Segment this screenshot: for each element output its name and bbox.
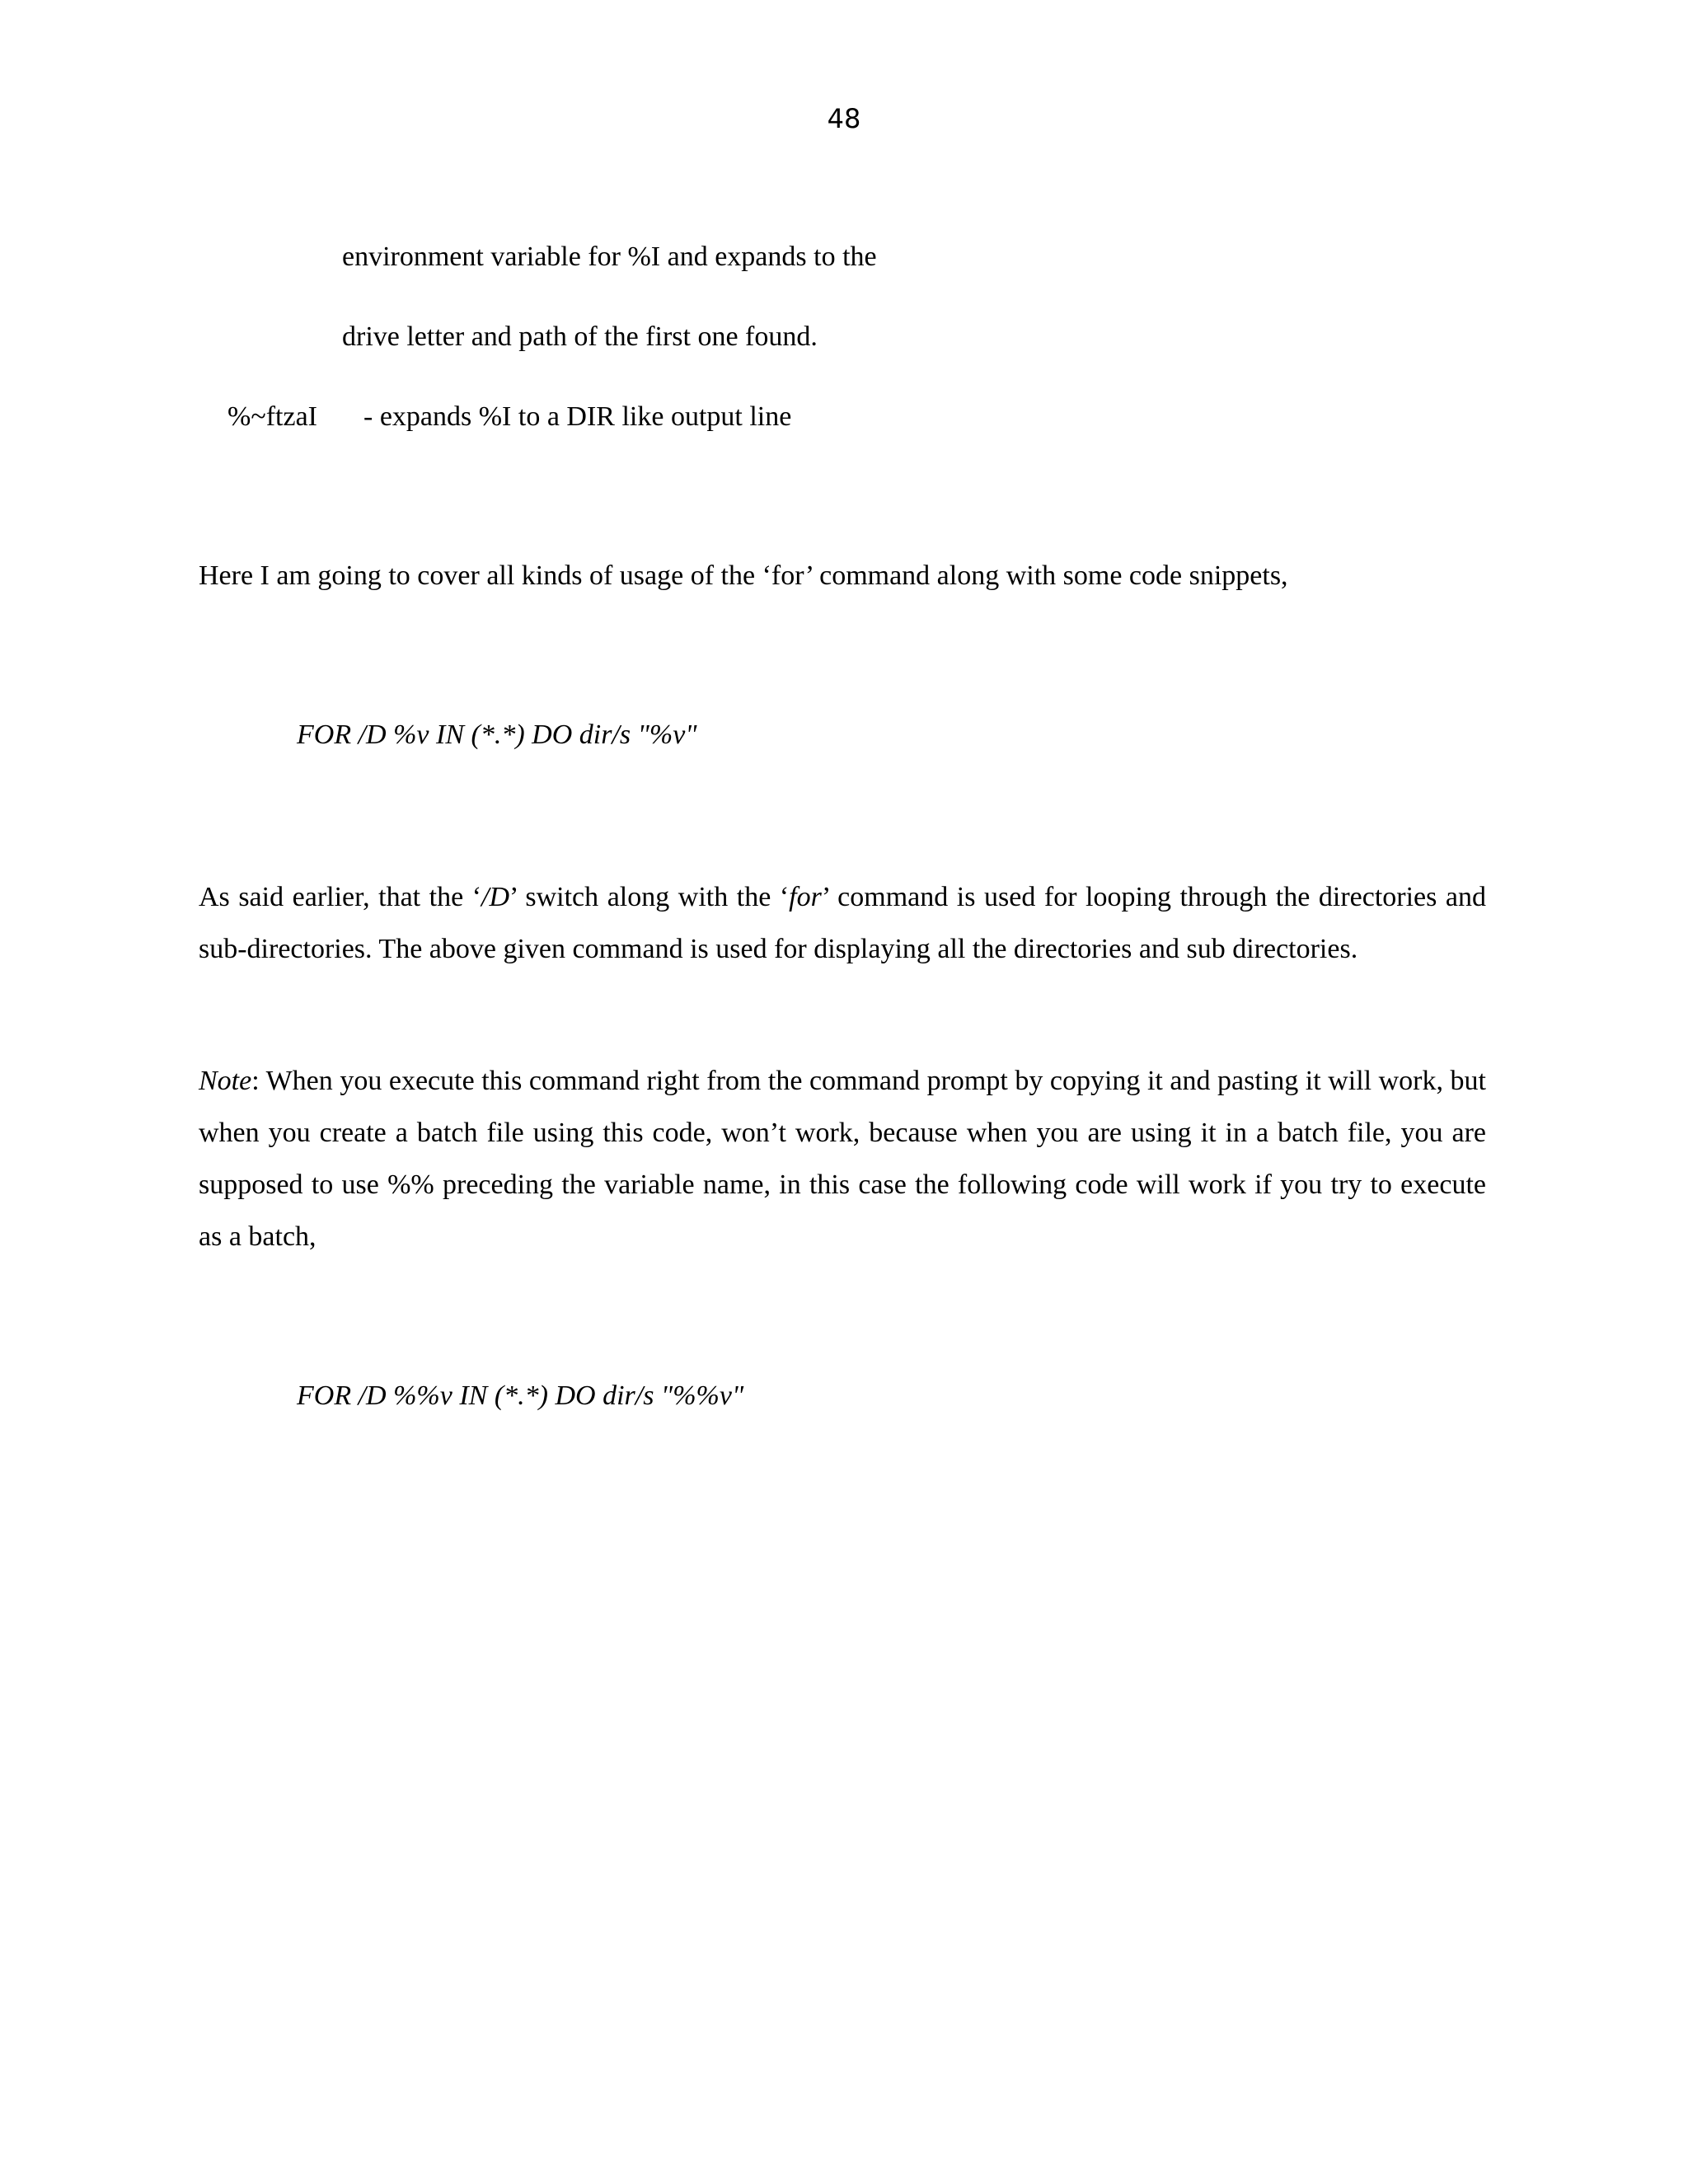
switch-paragraph-part-3: ’ command is used for looping through the directories and sub-directories. The above given command is used for displaying all the directories and sub directories. — [199, 882, 1486, 964]
page-number: 48 — [827, 103, 861, 134]
note-paragraph — [199, 1055, 1486, 1263]
note-text: : When you execute this command right from the command prompt by copying it and pasting it will work, but when you create a batch file using this code, won’t work, because when you are using it in a batch file, you are supposed to use %% preceding the variable name, in this case the following code will work if you try to execute as a batch, — [199, 1066, 1486, 1252]
env-description-line-1: environment variable for %I and expands to the — [342, 241, 877, 272]
switch-paragraph-part-1: As said earlier, that the ‘ — [199, 882, 482, 912]
modifier-key: %~ftzaI — [227, 401, 317, 432]
modifier-description: - expands %I to a DIR like output line — [363, 401, 792, 432]
switch-paragraph — [199, 871, 1486, 975]
code-example-1: FOR /D %v IN (*.*) DO dir/s "%v" — [297, 719, 697, 750]
intro-paragraph: Here I am going to cover all kinds of usage of the ‘for’ command along with some code snippets, — [199, 560, 1288, 591]
switch-paragraph-part-2: ’ switch along with the ‘ — [509, 882, 790, 912]
code-example-2: FOR /D %%v IN (*.*) DO dir/s "%%v" — [297, 1380, 744, 1411]
switch-name: /D — [481, 882, 510, 912]
env-description-line-2: drive letter and path of the first one found. — [342, 321, 818, 352]
command-name: for — [789, 882, 822, 912]
note-label: Note — [199, 1066, 252, 1096]
